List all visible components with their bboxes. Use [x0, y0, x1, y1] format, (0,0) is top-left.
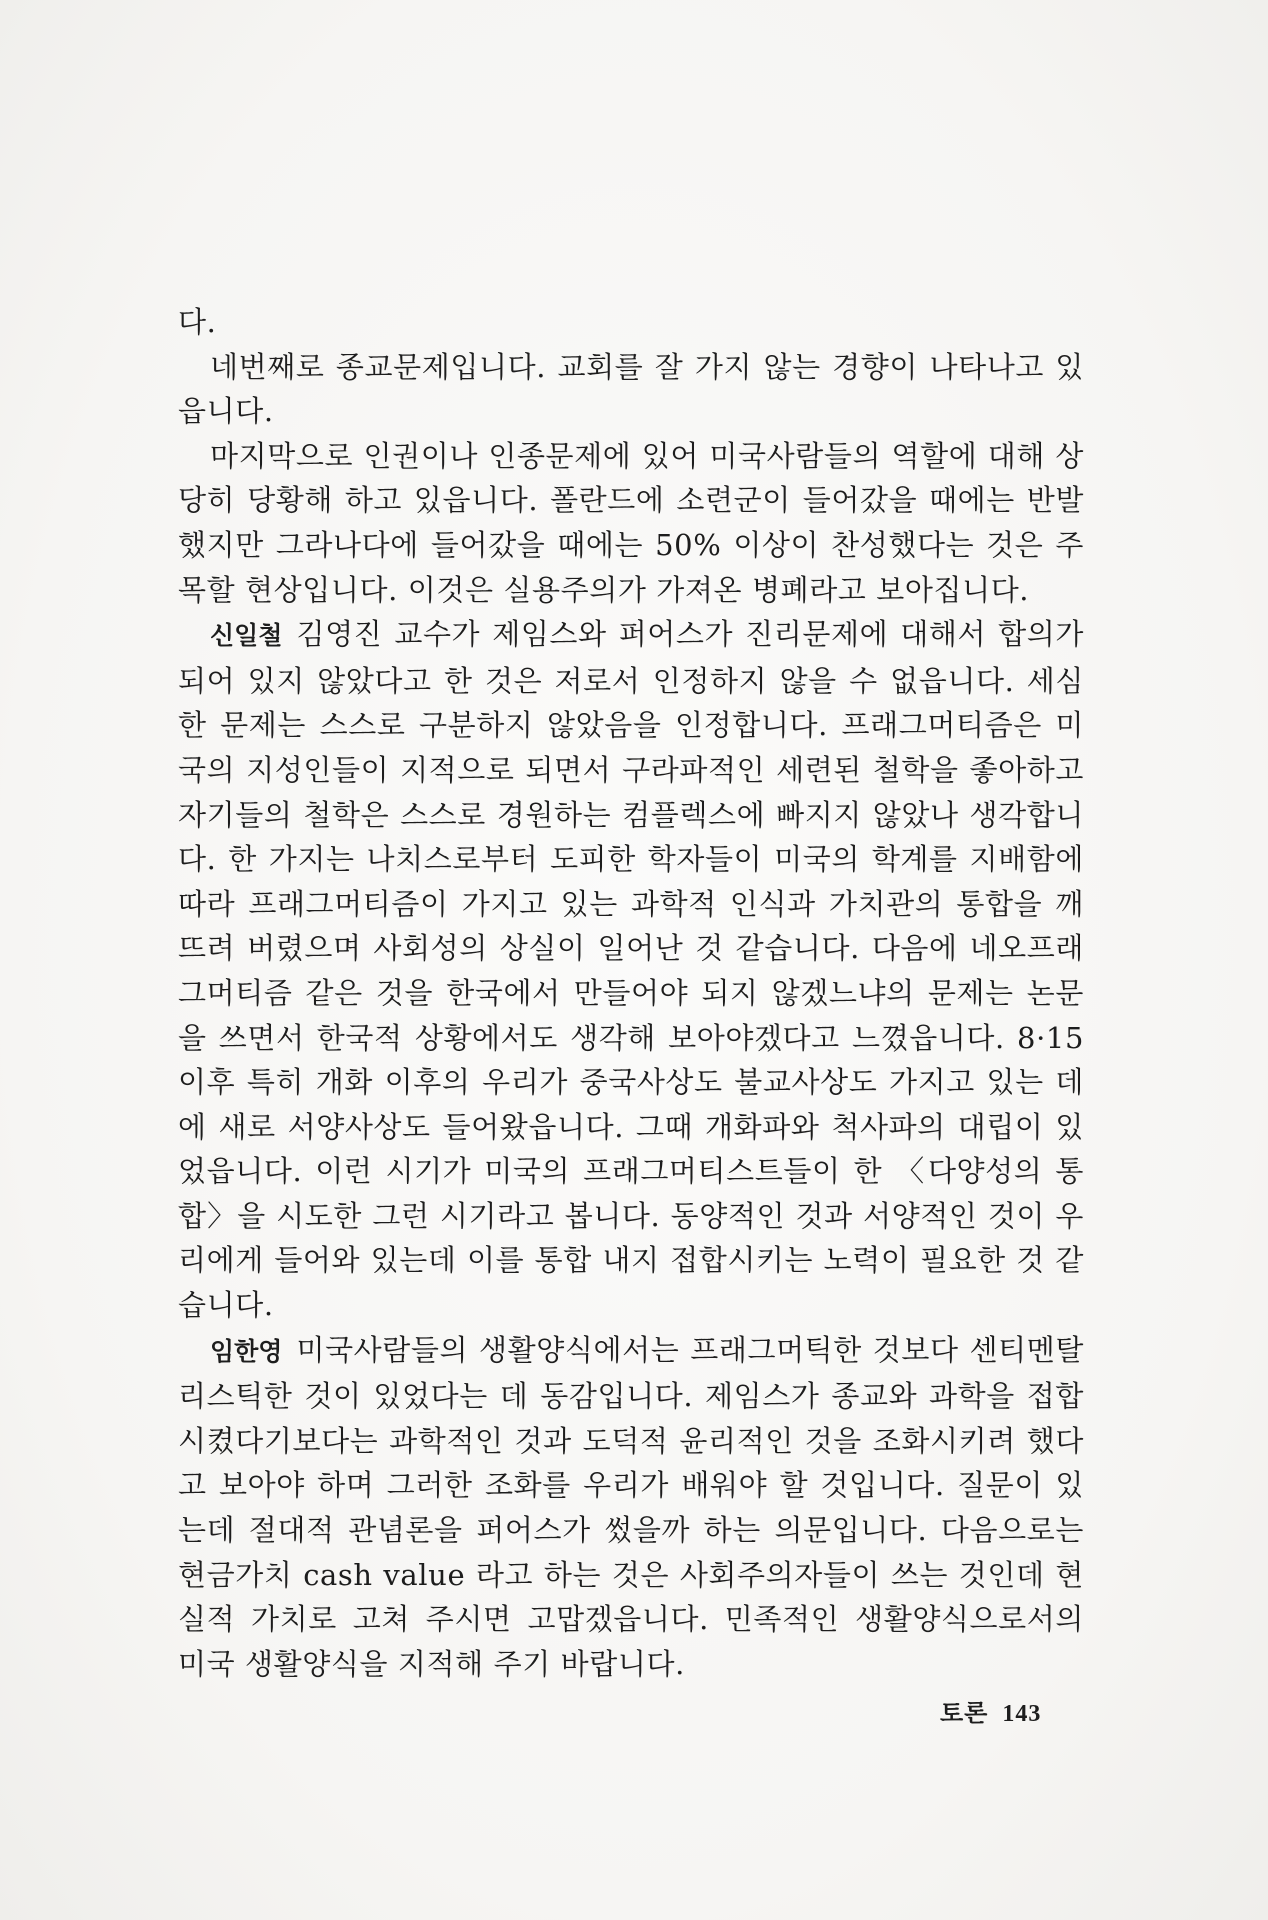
paragraph-4 — [178, 612, 1084, 1328]
speaker-name: 신일철 — [210, 621, 283, 651]
paragraph-3 — [178, 434, 1084, 612]
speaker-name: 임한영 — [210, 1336, 283, 1366]
body-text — [178, 300, 1084, 1686]
paragraph-text: 미국사람들의 생활양식에서는 프래그머틱한 것보다 센티멘탈리스틱한 것이 있었다는 데 동감입니다. 제임스가 종교와 과학을 접합시켰다기보다는 과학적인 것과 도덕적 윤리적인 것을 조화시키려 했다고 보아야 하며 그러한 조화를 우리가 배워야 할 것입니다. 질문이 있는데 절대적 관념론을 퍼어스가 썼을까 하는 의문입니다. 다음으로는 현금가치 cash value 라고 하는 것은 사회주의자들이 쓰는 것인데 현실적 가치로 고쳐 주시면 고맙겠읍니다. 민족적인 생활양식으로서의 미국 생활양식을 지적해 주기 바랍니다. — [178, 1332, 1084, 1681]
paragraph-5 — [178, 1328, 1084, 1687]
paragraph-text: 네번째로 종교문제입니다. 교회를 잘 가지 않는 경향이 나타나고 있읍니다. — [178, 349, 1084, 429]
paragraph-1 — [178, 300, 1084, 345]
paragraph-text: 김영진 교수가 제임스와 퍼어스가 진리문제에 대해서 합의가 되어 있지 않았다고 한 것은 저로서 인정하지 않을 수 없읍니다. 세심한 문제는 스스로 구분하지 않았음을 인정합니다. 프래그머티즘은 미국의 지성인들이 지적으로 되면서 구라파적인 세련된 철학을 좋아하고 자기들의 철학은 스스로 경원하는 컴플렉스에 빠지지 않았나 생각합니다. 한 가지는 나치스로부터 도피한 학자들이 미국의 학계를 지배함에 따라 프래그머티즘이 가지고 있는 과학적 인식과 가치관의 통합을 깨뜨려 버렸으며 사회성의 상실이 일어난 것 같습니다. 다음에 네오프래그머티즘 같은 것을 한국에서 만들어야 되지 않겠느냐의 문제는 논문을 쓰면서 한국적 상황에서도 생각해 보아야겠다고 느꼈읍니다. 8·15 이후 특히 개화 이후의 우리가 중국사상도 불교사상도 가지고 있는 데에 새로 서양사상도 들어왔읍니다. 그때 개화파와 척사파의 대립이 있었읍니다. 이런 시기가 미국의 프래그머티스트들이 한 〈다양성의 통합〉을 시도한 그런 시기라고 봅니다. 동양적인 것과 서양적인 것이 우리에게 들어와 있는데 이를 통합 내지 접합시키는 노력이 필요한 것 같습니다. — [178, 617, 1084, 1323]
paragraph-text: 마지막으로 인권이나 인종문제에 있어 미국사람들의 역할에 대해 상당히 당황해 하고 있읍니다. 폴란드에 소련군이 들어갔을 때에는 반발했지만 그라나다에 들어갔을 때에는 50% 이상이 찬성했다는 것은 주목할 현상입니다. 이것은 실용주의가 가져온 병폐라고 보아집니다. — [178, 438, 1084, 607]
page-footer — [940, 1693, 1041, 1728]
paragraph-2 — [178, 345, 1084, 434]
running-section-title: 토론 — [940, 1698, 989, 1727]
paragraph-text: 다. — [178, 305, 217, 339]
page-number: 143 — [1002, 1701, 1042, 1727]
